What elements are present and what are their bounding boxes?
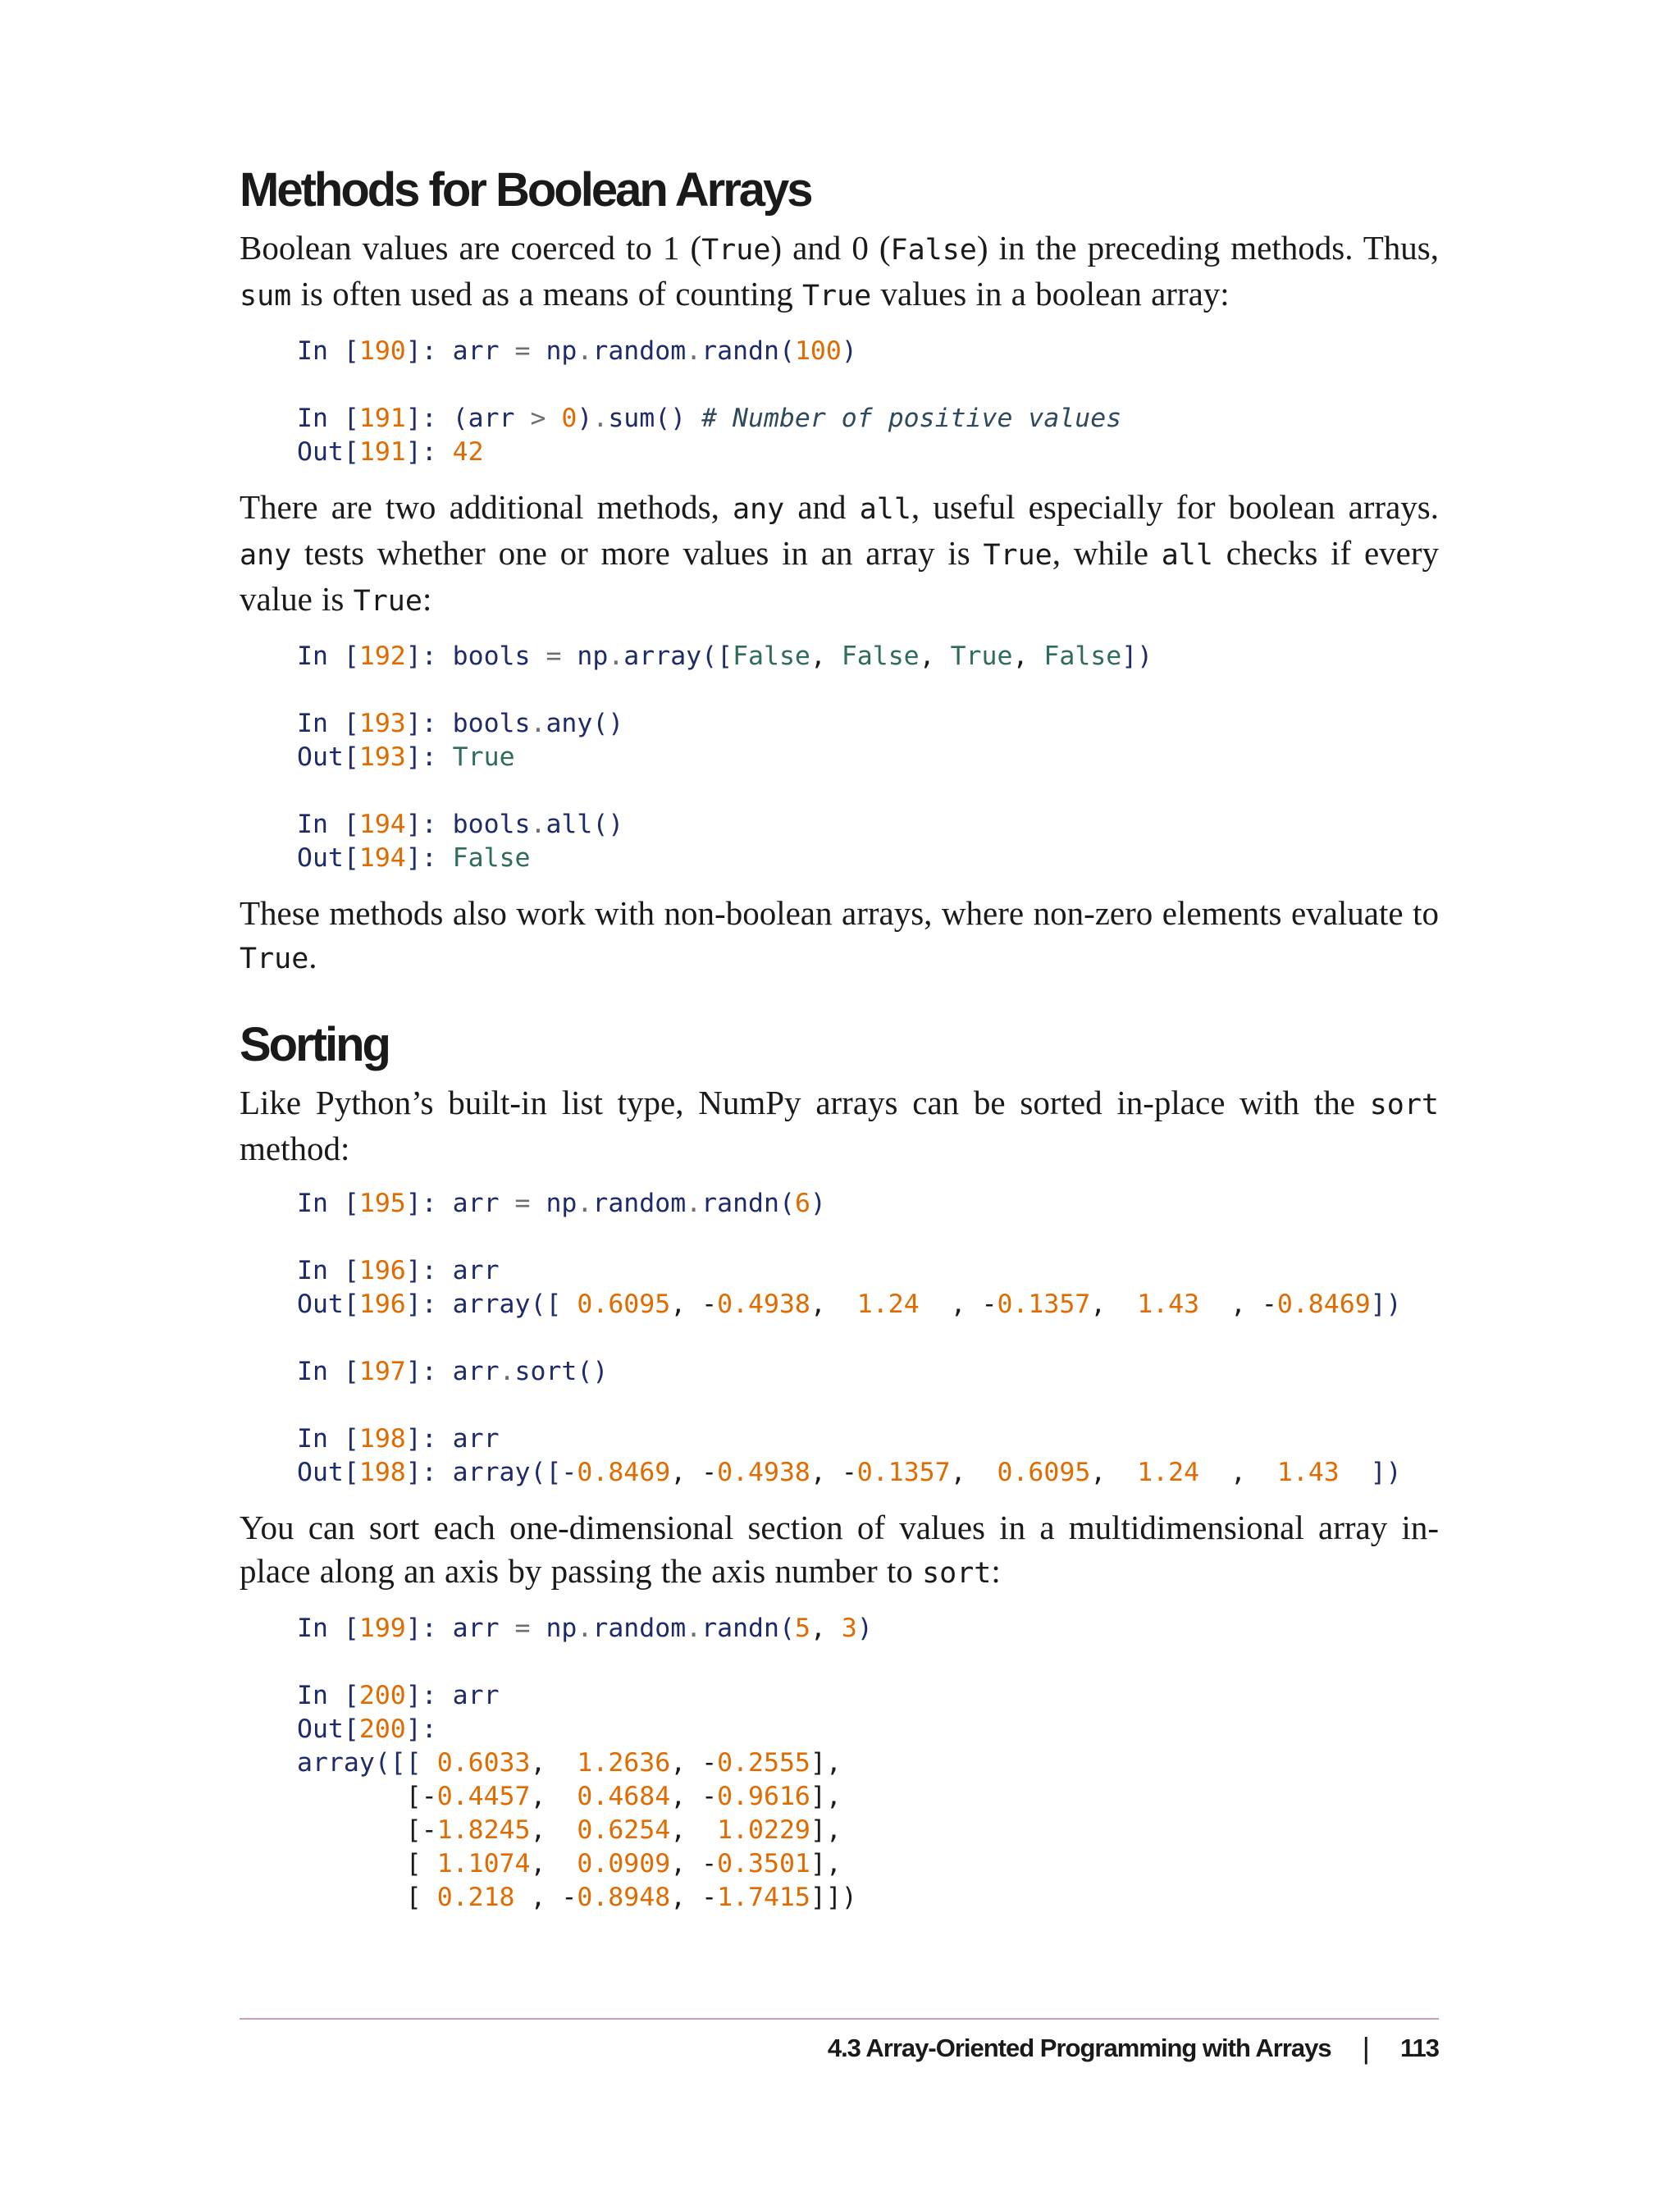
inline-code: False: [890, 233, 977, 267]
footer-chapter-title: 4.3 Array-Oriented Programming with Arrays: [827, 2034, 1331, 2062]
array-row: [-1.8245, 0.6254, 1.0229],: [297, 1815, 842, 1845]
page-number: 113: [1399, 2034, 1439, 2062]
code-line: In [196]: arr: [297, 1255, 500, 1285]
paragraph-non-boolean: [240, 892, 1439, 981]
text: ) and 0 (: [770, 228, 891, 267]
inline-code: sum: [240, 279, 292, 313]
code-line: In [192]: bools = np.array([False, False, True, False]): [297, 641, 1153, 671]
array-row: array([[ 0.6033, 1.2636, -0.2555],: [297, 1747, 842, 1778]
paragraph-sort-axis: [240, 1506, 1439, 1596]
footer-divider: [240, 2018, 1439, 2020]
text: :: [422, 579, 432, 618]
page-footer: [828, 2031, 1439, 2066]
section-heading-boolean-arrays: Methods for Boolean Arrays: [240, 163, 811, 217]
text: These methods also work with non-boolean arrays, where non-zero elements evaluate to: [240, 893, 1439, 932]
text: You can sort each one-dimensional section of values in a multidimensional array in-place along an axis by passing the axis number to: [240, 1508, 1439, 1590]
inline-code: all: [859, 492, 911, 526]
code-line: In [198]: arr: [297, 1423, 500, 1454]
code-line: Out[196]: array([ 0.6095, -0.4938, 1.24 , -0.1357, 1.43 , -0.8469]): [297, 1289, 1402, 1319]
text: :: [991, 1551, 1001, 1590]
paragraph-any-all: [240, 486, 1439, 623]
array-row: [ 1.1074, 0.0909, -0.3501],: [297, 1848, 842, 1879]
code-line: In [195]: arr = np.random.randn(6): [297, 1188, 826, 1218]
array-row: [-0.4457, 0.4684, -0.9616],: [297, 1781, 842, 1811]
inline-code: True: [801, 279, 872, 313]
code-line: Out[198]: array([-0.8469, -0.4938, -0.1357, 0.6095, 1.24 , 1.43 ]): [297, 1457, 1402, 1487]
text: .: [308, 937, 317, 975]
paragraph-sort-intro: [240, 1081, 1439, 1171]
text: checks if every value is: [240, 533, 1439, 618]
paragraph-boolean-intro: [240, 226, 1439, 318]
text: There are two additional methods,: [240, 487, 733, 526]
code-line: In [194]: bools.all(): [297, 809, 624, 839]
text: and: [784, 487, 860, 526]
code-block-sort: [297, 1187, 1439, 1490]
code-line: Out[193]: True: [297, 742, 515, 772]
inline-code: sort: [1369, 1088, 1439, 1121]
page-content: [240, 164, 1439, 1915]
text: values in a boolean array:: [871, 274, 1230, 313]
inline-code: True: [240, 942, 309, 975]
inline-code: sort: [922, 1556, 992, 1590]
text: ) in the preceding methods. Thus,: [976, 228, 1439, 267]
code-line: In [200]: arr: [297, 1680, 500, 1710]
inline-code: True: [983, 538, 1052, 572]
section-heading-sorting: Sorting: [240, 1017, 389, 1071]
code-block-sum: [297, 335, 1439, 469]
text: method:: [240, 1129, 350, 1167]
inline-code: any: [240, 538, 292, 572]
code-line: In [199]: arr = np.random.randn(5, 3): [297, 1613, 873, 1643]
code-comment: # Number of positive values: [701, 403, 1122, 433]
text: Like Python’s built-in list type, NumPy arrays can be sorted in-place with the: [240, 1083, 1370, 1121]
text: Boolean values are coerced to 1 (: [240, 228, 702, 267]
inline-code: True: [701, 233, 771, 267]
text: is often used as a means of counting: [291, 274, 802, 313]
code-line: In [193]: bools.any(): [297, 708, 624, 738]
code-block-any-all: [297, 640, 1439, 875]
code-line: In [190]: arr = np.random.randn(100): [297, 336, 857, 366]
text: tests whether one or more values in an array is: [291, 533, 984, 572]
code-line: Out[200]:: [297, 1714, 437, 1744]
code-line: Out[194]: False: [297, 842, 531, 873]
code-line: In [191]: (arr > 0).sum() # Number of positive values: [297, 403, 1122, 433]
inline-code: True: [353, 584, 422, 618]
inline-code: all: [1161, 538, 1213, 572]
code-line: Out[191]: 42: [297, 436, 484, 467]
text: , useful especially for boolean arrays.: [911, 487, 1439, 526]
code-block-2d-array: [297, 1612, 1439, 1915]
code-line: In [197]: arr.sort(): [297, 1356, 609, 1386]
array-row: [ 0.218 , -0.8948, -1.7415]]): [297, 1882, 857, 1912]
footer-separator: |: [1362, 2031, 1369, 2065]
inline-code: any: [733, 492, 785, 526]
text: , while: [1052, 533, 1162, 572]
